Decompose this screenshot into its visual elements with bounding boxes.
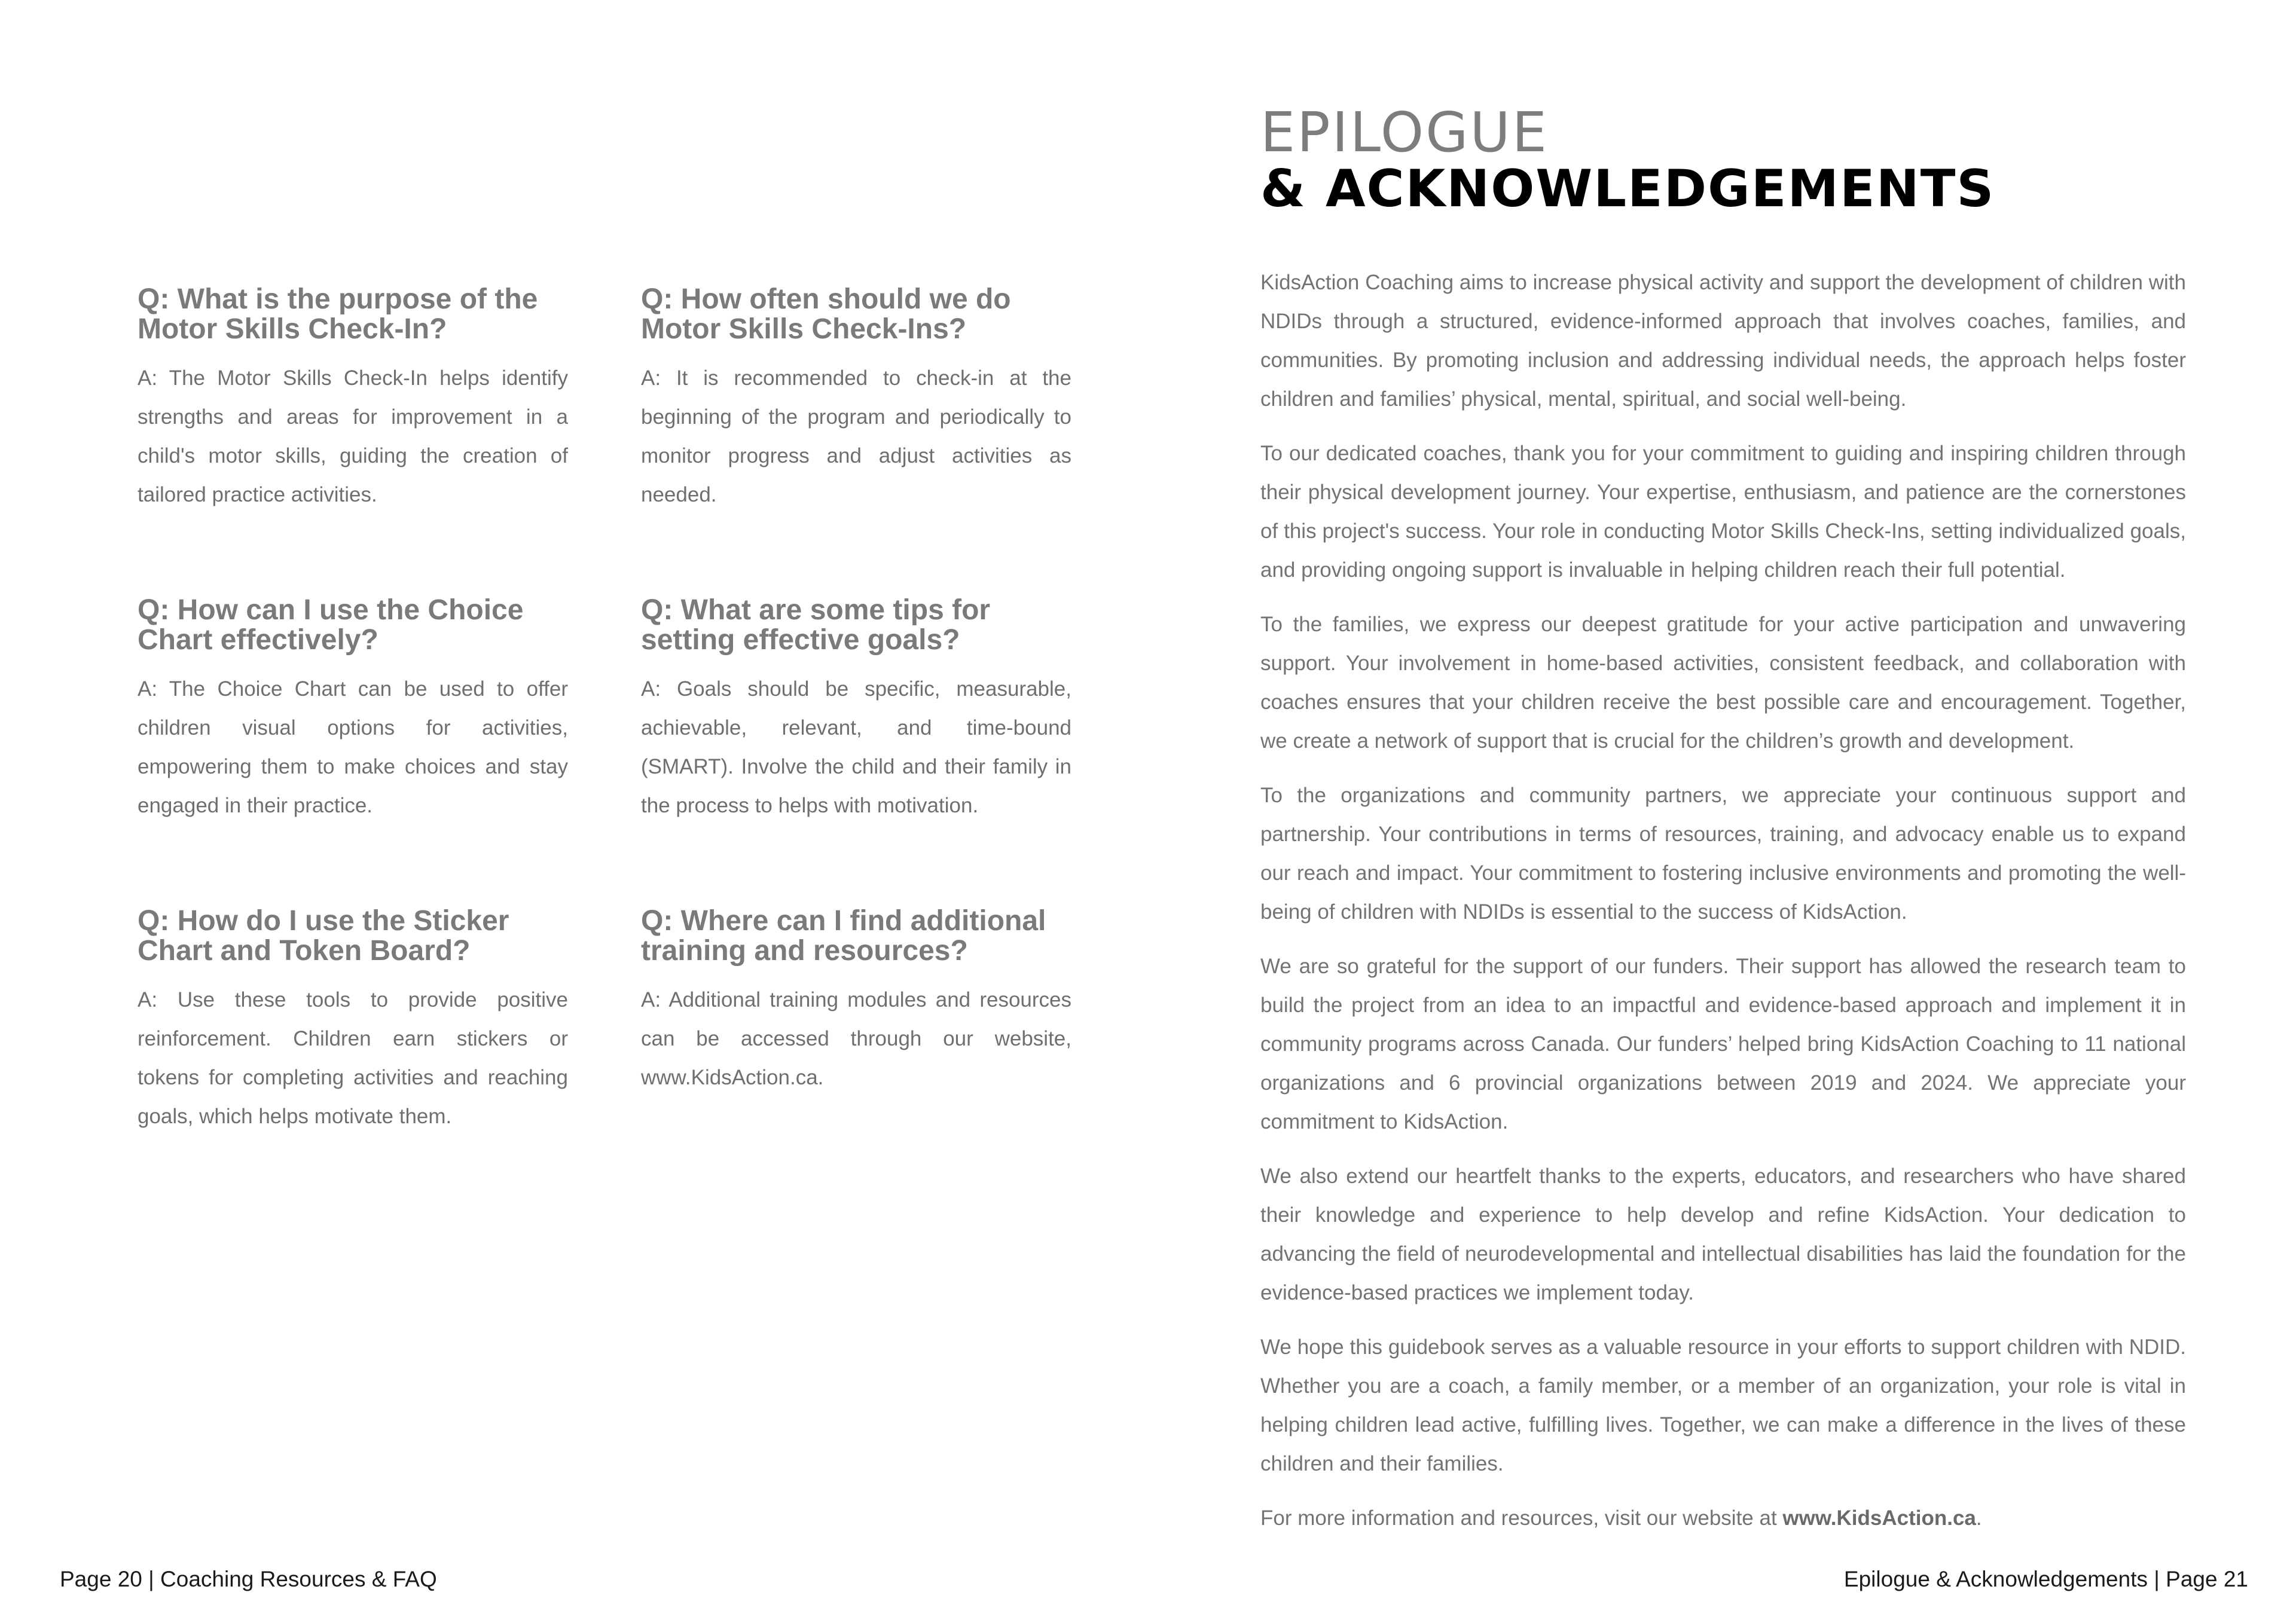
faq-answer: A: It is recommended to check-in at the beginning of the program and periodically to monitor progress and adjust activities as needed. (641, 366, 1071, 506)
faq-answer: A: Use these tools to provide positive reinforcement. Children earn stickers or tokens for completing activities and reaching goals, which helps motivate them. (138, 988, 568, 1128)
faq-item (138, 285, 568, 514)
body-paragraph: To our dedicated coaches, thank you for your commitment to guiding and inspiring children through their physical development journey. Your expertise, enthusiasm, and patience are the cornerstones of this project's success. Your role in conducting Motor Skills Check-Ins, setting individualized goals, and providing ongoing support is invaluable in helping children reach their full potential. (1260, 442, 2186, 582)
faq-item (641, 595, 1071, 825)
faq-question: Q: How can I use the Choice Chart effectively? (138, 594, 524, 656)
faq-item (641, 906, 1071, 1097)
faq-item (138, 906, 568, 1136)
closing-text: For more information and resources, visit our website at (1260, 1506, 1783, 1530)
right-page-footer: Epilogue & Acknowledgements | Page 21 (1843, 1567, 2248, 1591)
body-paragraph: KidsAction Coaching aims to increase physical activity and support the development of children with NDIDs through a structured, evidence-informed approach that involves coaches, families, and communities. By promoting inclusion and addressing individual needs, the approach helps foster children and families’ physical, mental, spiritual, and social well-being. (1260, 271, 2186, 411)
faq-question: Q: Where can I find additional training and resources? (641, 905, 1046, 967)
epilogue-title: EPILOGUE (1260, 100, 1549, 164)
faq-item (138, 595, 568, 825)
faq-question: Q: How often should we do Motor Skills Check-Ins? (641, 283, 1011, 345)
closing-paragraph (1260, 1499, 2186, 1538)
faq-answer: A: Additional training modules and resources can be accessed through our website, www.KidsAction.ca. (641, 988, 1071, 1089)
faq-question: Q: How do I use the Sticker Chart and Token Board? (138, 905, 509, 967)
website-link[interactable]: www.KidsAction.ca (1782, 1506, 1976, 1530)
body-paragraph: We also extend our heartfelt thanks to the experts, educators, and researchers who have shared their knowledge and experience to help develop and refine KidsAction. Your dedication to advancing the field of neurodevelopmental and intellectual disabilities has laid the foundation for the evidence-based practices we implement today. (1260, 1164, 2186, 1304)
left-page-footer: Page 20 | Coaching Resources & FAQ (60, 1567, 437, 1591)
body-paragraph: To the families, we express our deepest gratitude for your active participation and unwavering support. Your involvement in home-based activities, consistent feedback, and collaboration with coaches ensures that your children receive the best possible care and encouragement. Together, we create a network of support that is crucial for the children’s growth and development. (1260, 613, 2186, 753)
faq-question: Q: What is the purpose of the Motor Skills Check-In? (138, 283, 538, 345)
acknowledgements-title: & ACKNOWLEDGEMENTS (1260, 159, 1995, 219)
faq-item (641, 285, 1071, 514)
body-paragraph: We are so grateful for the support of our funders. Their support has allowed the research team to build the project from an idea to an impactful and evidence-based approach and implement it in community programs across Canada. Our funders’ helped bring KidsAction Coaching to 11 national organizations and 6 provincial organizations between 2019 and 2024. We appreciate your commitment to KidsAction. (1260, 955, 2186, 1133)
closing-period: . (1976, 1506, 1982, 1530)
faq-question: Q: What are some tips for setting effective goals? (641, 594, 991, 656)
faq-answer: A: Goals should be specific, measurable, achievable, relevant, and time-bound (SMART). Involve the child and their family in the process to helps with motivation. (641, 677, 1071, 817)
body-paragraph: To the organizations and community partners, we appreciate your continuous support and partnership. Your contributions in terms of resources, training, and advocacy enable us to expand our reach and impact. Your commitment to fostering inclusive environments and promoting the well-being of children with NDIDs is essential to the success of KidsAction. (1260, 784, 2186, 924)
body-paragraph: We hope this guidebook serves as a valuable resource in your efforts to support children with NDID. Whether you are a coach, a family member, or a member of an organization, your role is vital in helping children lead active, fulfilling lives. Together, we can make a difference in the lives of these children and their families. (1260, 1335, 2186, 1475)
faq-answer: A: The Motor Skills Check-In helps identify strengths and areas for improvement in a child's motor skills, guiding the creation of tailored practice activities. (138, 366, 568, 506)
faq-answer: A: The Choice Chart can be used to offer children visual options for activities, empowering them to make choices and stay engaged in their practice. (138, 677, 568, 817)
epilogue-body (1260, 263, 2186, 1553)
